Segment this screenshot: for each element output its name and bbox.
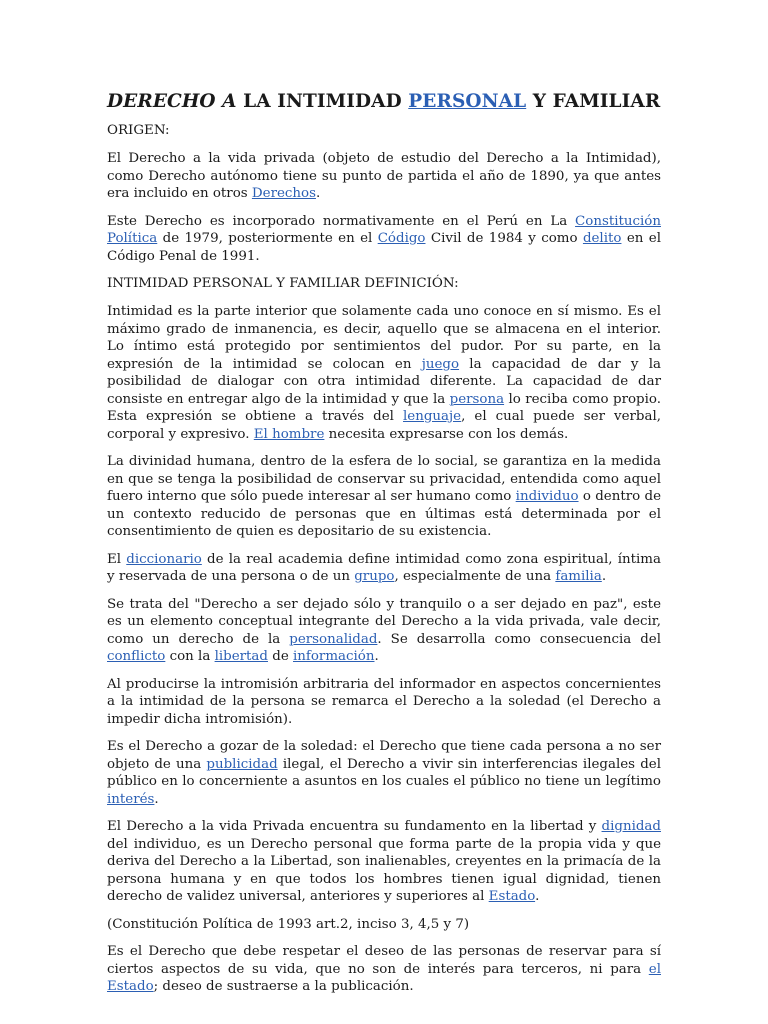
p1-text-1: El Derecho a la vida privada (objeto de estudio del Derecho a la Intimidad), como Derecho autónomo tiene su punto de partida el año de 1890, ya que antes era incluido en otros: [107, 151, 661, 201]
paragraph-2: [107, 213, 661, 266]
p7-text-1: Al producirse la intromisión arbitraria del informador en aspectos concernientes a la intimidad de la persona se remarca el Derecho a la soledad (el Derecho a impedir dicha intromisión).: [107, 676, 661, 727]
p6-text-1: Se trata del "Derecho a ser dejado sólo y tranquilo o a ser dejado en paz", este es un elemento conceptual integrante del Derecho a la vida privada, vale decir, como un derecho de la: [107, 596, 661, 647]
paragraph-11: [107, 943, 661, 996]
link-derechos[interactable]: Derechos: [251, 186, 316, 201]
p2-text-1: Este Derecho es incorporado normativamente en el Perú en La: [107, 213, 576, 229]
link-libertad[interactable]: libertad: [214, 649, 268, 664]
link-estado[interactable]: Estado: [488, 889, 536, 904]
link-publicidad[interactable]: publicidad: [206, 756, 278, 772]
p1-text-2: .: [315, 186, 321, 201]
link-interes[interactable]: interés: [107, 791, 155, 807]
p2-text-4: Civil de 1984 y como: [425, 231, 583, 246]
link-persona[interactable]: persona: [449, 391, 505, 407]
document-body: [107, 88, 661, 1006]
paragraph-9: [107, 818, 661, 906]
title-end: Y FAMILIAR: [526, 91, 661, 112]
link-el-hombre[interactable]: El hombre: [253, 426, 325, 442]
paragraph-1: [107, 150, 661, 203]
link-individuo[interactable]: individuo: [515, 489, 579, 504]
p8-text-2: ilegal, el Derecho a vivir sin interferencias ilegales del público en lo concerniente a asuntos en los cuales el público no tiene un legítimo: [107, 756, 661, 789]
p11-text-1: Es el Derecho que debe respetar el deseo de las personas de reservar para sí ciertos aspectos de su vida, que no son de interés para terceros, ni para: [107, 944, 661, 977]
p2-text-5: en el Código Penal de 1991.: [107, 231, 661, 264]
link-politica[interactable]: Política: [107, 231, 158, 246]
p3-text-1: Intimidad es la parte interior que solamente cada uno conoce en sí mismo. Es el máximo grado de inmanencia, es decir, aquello que se almacena en el interior. Lo íntimo está protegido por sentimientos del pudor. Por su parte, en la expresión de la intimidad se colocan en: [107, 304, 661, 372]
p4-text-1: La divinidad humana, dentro de la esfera de lo social, se garantiza en la medida en que se tenga la posibilidad de conservar su privacidad, entendida como aquel fuero interno que sólo puede interesar al ser humano como: [107, 454, 661, 504]
paragraph-10: [107, 916, 661, 934]
p10-text-1: (Constitución Política de 1993 art.2, inciso 3, 4,5 y 7): [107, 916, 470, 932]
section-heading-definicion: INTIMIDAD PERSONAL Y FAMILIAR DEFINICIÓN:: [107, 276, 459, 291]
link-el-estado[interactable]: el Estado: [107, 961, 661, 994]
link-diccionario[interactable]: diccionario: [126, 551, 202, 567]
paragraph-7: [107, 676, 661, 729]
link-conflicto[interactable]: conflicto: [107, 649, 166, 664]
link-informacion[interactable]: información: [293, 649, 375, 664]
p5-text-3: , especialmente de una: [394, 569, 556, 584]
p6-text-4: de: [267, 649, 293, 664]
p6-text-2: . Se desarrolla como consecuencia del: [377, 631, 661, 647]
link-personal[interactable]: PERSONAL: [408, 91, 527, 112]
p6-text-5: .: [374, 649, 379, 664]
p2-text-3: de 1979, posteriormente en el: [157, 231, 378, 246]
link-dignidad[interactable]: dignidad: [601, 819, 661, 834]
paragraph-4: [107, 453, 661, 541]
link-delito[interactable]: delito: [582, 231, 622, 246]
title-mid: LA INTIMIDAD: [236, 91, 409, 112]
p3-text-3: lo reciba como propio. Esta expresión se obtiene a través del: [107, 391, 661, 424]
link-personalidad[interactable]: personalidad: [289, 631, 378, 647]
title-italic: DERECHO A: [107, 91, 237, 112]
page-title: [107, 88, 661, 116]
p4-text-2: o dentro de un contexto reducido de personas que en últimas está determinada por el consentimiento de quien es depositario de su existencia.: [107, 489, 662, 539]
link-grupo[interactable]: grupo: [354, 569, 395, 584]
paragraph-6: [107, 596, 661, 666]
section-heading-origen: ORIGEN:: [107, 123, 170, 138]
p5-text-1: El: [107, 551, 127, 567]
link-constitucion[interactable]: Constitución: [575, 213, 661, 229]
p9-text-1: El Derecho a la vida Privada encuentra su fundamento en la libertad y: [107, 819, 602, 834]
paragraph-5: [107, 551, 661, 586]
p8-text-1: Es el Derecho a gozar de la soledad: el Derecho que tiene cada persona a no ser objeto de una: [107, 739, 661, 772]
link-juego[interactable]: juego: [421, 356, 460, 372]
paragraph-8: [107, 738, 661, 808]
p11-text-2: ; deseo de sustraerse a la publicación.: [153, 979, 414, 994]
link-familia[interactable]: familia: [555, 569, 602, 584]
p6-text-3: con la: [165, 649, 215, 664]
p3-text-5: necesita expresarse con los demás.: [324, 426, 569, 442]
link-lenguaje[interactable]: lenguaje: [403, 409, 462, 424]
p5-text-4: .: [601, 569, 607, 584]
p3-text-2: la capacidad de dar y la posibilidad de dialogar con otra intimidad diferente. La capacidad de dar consiste en entregar algo de la intimidad y que la: [107, 356, 661, 407]
link-codigo[interactable]: Código: [377, 231, 426, 246]
p9-text-3: .: [535, 889, 540, 904]
p5-text-2: de la real academia define intimidad como zona espiritual, íntima y reservada de una persona o de un: [107, 551, 661, 584]
p8-text-3: .: [154, 791, 159, 807]
p3-text-4: , el cual puede ser verbal, corporal y expresivo.: [107, 409, 661, 442]
p9-text-2: del individuo, es un Derecho personal que forma parte de la propia vida y que deriva del Derecho a la Libertad, son inalienables, creyentes en la primacía de la persona humana y en que todos los hombres tienen igual dignidad, tienen derecho de validez universal, anteriores y superiores al: [107, 836, 661, 904]
paragraph-3: [107, 303, 661, 443]
